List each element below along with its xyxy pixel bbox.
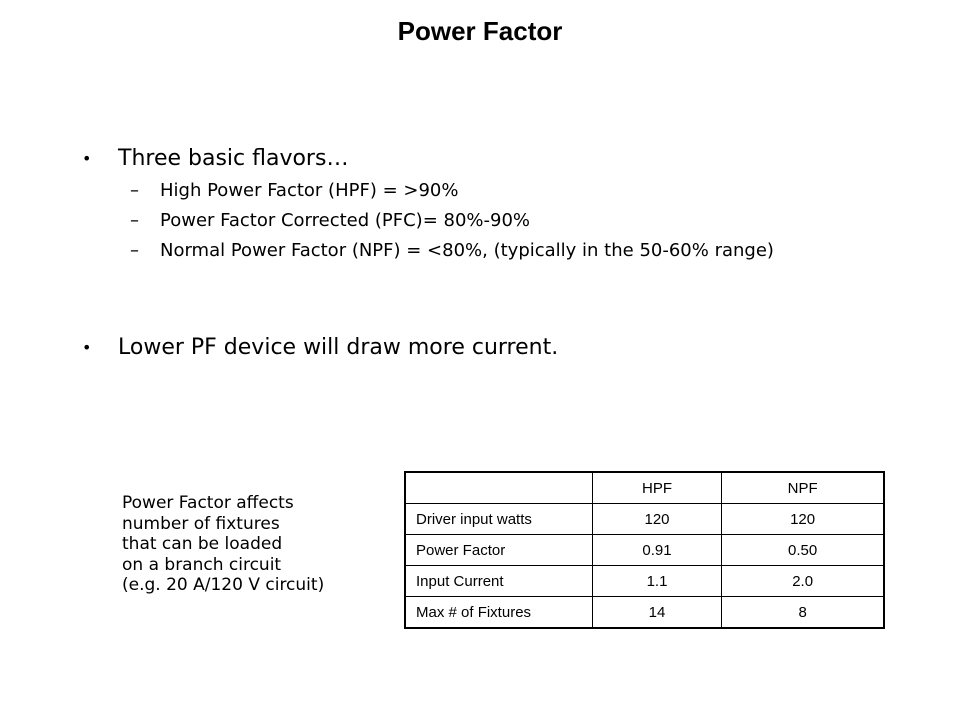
dash-icon: – <box>130 180 139 201</box>
power-factor-note <box>122 493 324 596</box>
table-cell: 120 <box>722 504 884 535</box>
table-row <box>405 597 884 629</box>
sub-bullet-text: High Power Factor (HPF) = >90% <box>160 180 459 201</box>
slide-title: Power Factor <box>397 16 563 46</box>
table-cell: 14 <box>592 597 721 629</box>
table-row-label: Power Factor <box>405 535 592 566</box>
note-line: on a branch circuit <box>122 554 282 575</box>
table-cell: 8 <box>722 597 884 629</box>
bullet-icon: • <box>82 338 92 357</box>
comparison-table <box>404 471 885 629</box>
table-cell: 2.0 <box>722 566 884 597</box>
sub-bullet-text: Normal Power Factor (NPF) = <80%, (typically in the 50-60% range) <box>160 240 774 261</box>
note-line: Power Factor affects <box>122 493 294 513</box>
bullet-text: Lower PF device will draw more current. <box>118 335 559 360</box>
table-row-label: Driver input watts <box>405 504 592 535</box>
table-row-label: Input Current <box>405 566 592 597</box>
table-cell: 0.50 <box>722 535 884 566</box>
table-row <box>405 535 884 566</box>
table-row-label: Max # of Fixtures <box>405 597 592 629</box>
table-header-cell: NPF <box>722 472 884 504</box>
table-header-row <box>405 472 884 504</box>
table-header-cell <box>405 472 592 504</box>
bullet-icon: • <box>82 149 92 168</box>
note-line: (e.g. 20 A/120 V circuit) <box>122 575 325 595</box>
sub-bullet-text: Power Factor Corrected (PFC)= 80%-90% <box>160 210 531 231</box>
table-header-cell: HPF <box>592 472 721 504</box>
table-row <box>405 566 884 597</box>
table-row <box>405 504 884 535</box>
table-cell: 0.91 <box>592 535 721 566</box>
note-line: number of fixtures <box>122 513 280 534</box>
dash-icon: – <box>130 240 139 261</box>
table-cell: 120 <box>592 504 721 535</box>
dash-icon: – <box>130 210 139 231</box>
note-line: that can be loaded <box>122 534 283 554</box>
bullet-text: Three basic flavors… <box>118 146 349 171</box>
table-cell: 1.1 <box>592 566 721 597</box>
